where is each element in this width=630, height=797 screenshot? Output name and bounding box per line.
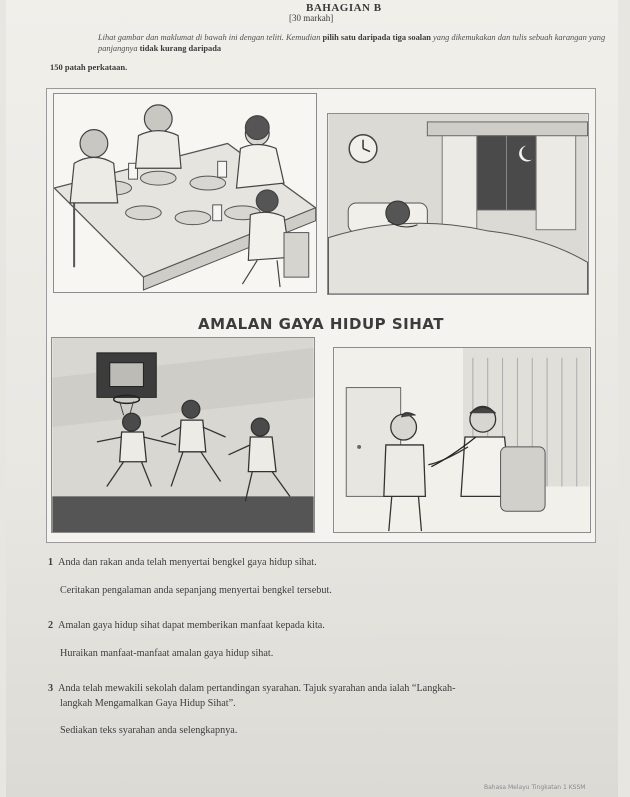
instructions-part-2: pilih satu daripada tiga soalan bbox=[322, 33, 431, 42]
basketball-illustration bbox=[52, 338, 314, 532]
question-3 bbox=[48, 681, 618, 738]
question-3-number: 3 bbox=[48, 683, 54, 694]
instructions-part-4: tidak kurang daripada bbox=[139, 44, 222, 53]
panel-basketball bbox=[51, 337, 315, 533]
question-1-sub: Ceritakan pengalaman anda sepanjang menyertai bengkel tersebut. bbox=[60, 585, 332, 596]
family-meal-illustration bbox=[54, 94, 316, 292]
panel-sleeping bbox=[327, 113, 589, 295]
panel-family-meal bbox=[53, 93, 317, 293]
instructions-part-3: yang dikemukakan dan tulis sebuah karangan yang panjangnya bbox=[98, 33, 606, 53]
question-2-sub: Huraikan manfaat-manfaat amalan gaya hidup sihat. bbox=[60, 648, 274, 659]
words-limit: 150 patah perkataan. bbox=[50, 62, 128, 72]
question-3-text: Anda telah mewakili sekolah dalam pertandingan syarahan. Tajuk syarahan anda ialah “Langkah- bbox=[58, 683, 456, 694]
doctor-illustration bbox=[334, 348, 590, 532]
section-title: BAHAGIAN B bbox=[306, 2, 382, 14]
question-1-text: Anda dan rakan anda telah menyertai bengkel gaya hidup sihat. bbox=[58, 557, 317, 568]
question-3-sub: Sediakan teks syarahan anda selengkapnya. bbox=[60, 725, 238, 736]
panel-doctor bbox=[333, 347, 591, 533]
question-2-text: Amalan gaya hidup sihat dapat memberikan manfaat kepada kita. bbox=[58, 620, 325, 631]
question-3-text-cont: langkah Mengamalkan Gaya Hidup Sihat”. bbox=[60, 698, 236, 709]
question-1-number: 1 bbox=[48, 557, 54, 568]
section-marks: [30 markah] bbox=[289, 13, 334, 23]
instructions-text bbox=[98, 32, 608, 54]
question-1 bbox=[48, 555, 618, 598]
question-2 bbox=[48, 618, 618, 661]
question-2-number: 2 bbox=[48, 620, 54, 631]
illustration-frame bbox=[46, 88, 596, 543]
exam-page bbox=[6, 0, 618, 797]
instructions-part-1: Lihat gambar dan maklumat di bawah ini dengan teliti. Kemudian bbox=[98, 33, 323, 42]
illustration-title: AMALAN GAYA HIDUP SIHAT bbox=[198, 315, 444, 333]
page-footer: Bahasa Melayu Tingkatan 1 KSSM bbox=[484, 784, 586, 791]
sleeping-illustration bbox=[328, 114, 588, 294]
